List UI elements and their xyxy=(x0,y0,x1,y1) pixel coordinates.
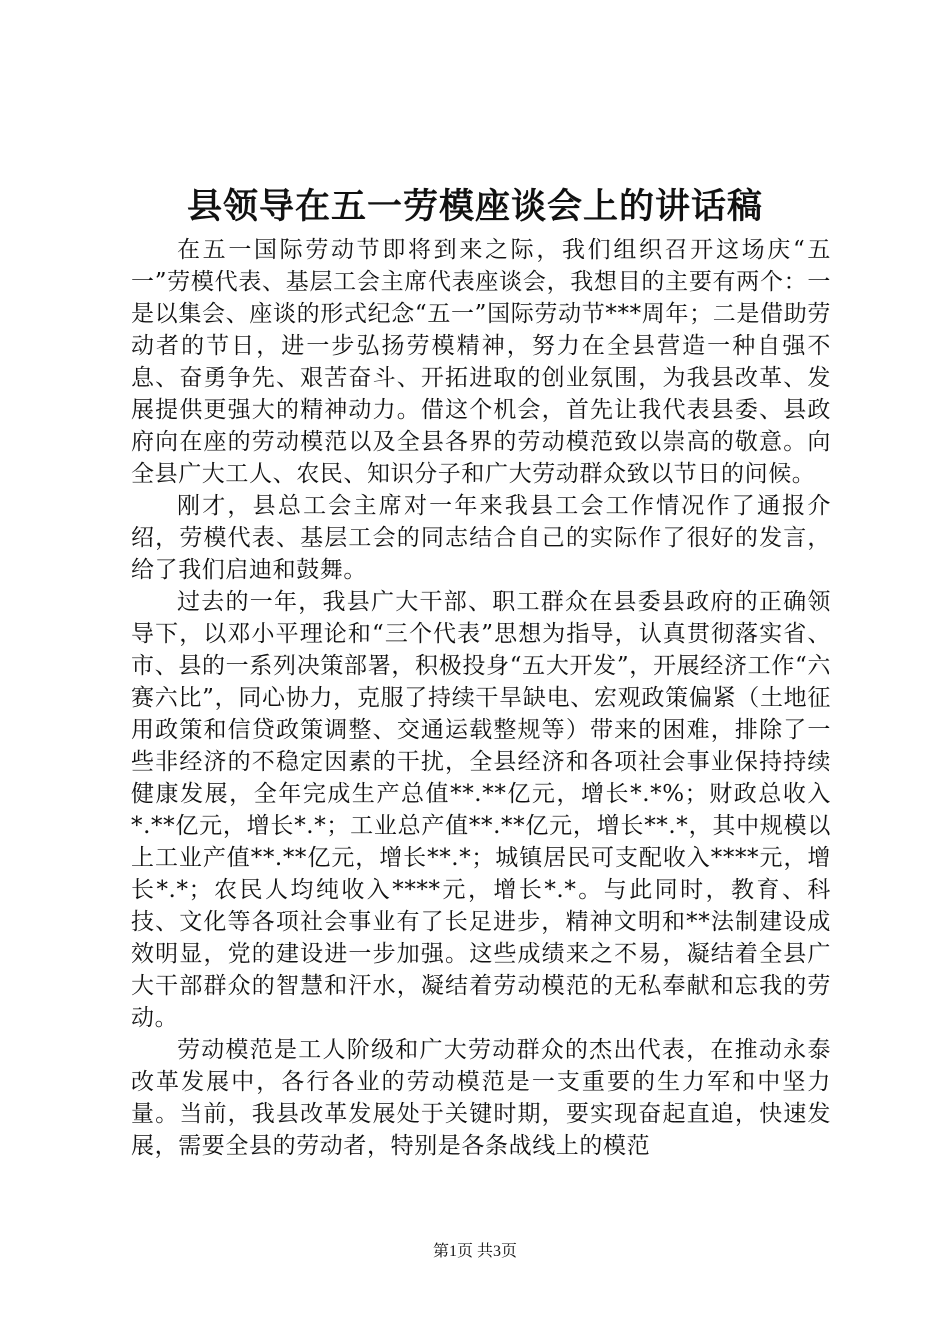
paragraph-model-workers: 劳动模范是工人阶级和广大劳动群众的杰出代表，在推动永泰改革发展中，各行各业的劳动模范是一支重要的生力军和中坚力量。当前，我县改革发展处于关键时期，要实现奋起直追，快速发展，需要全县的劳动者，特别是各条战线上的模范 xyxy=(131,1037,831,1159)
document-title: 县领导在五一劳模座谈会上的讲话稿 xyxy=(186,186,763,227)
document-body xyxy=(131,234,831,1162)
paragraph-achievements: 过去的一年，我县广大干部、职工群众在县委县政府的正确领导下，以邓小平理论和“三个代表”思想为指导，认真贯彻落实省、市、县的一系列决策部署，积极投身“五大开发”，开展经济工作“六赛六比”，同心协力，克服了持续干旱缺电、宏观政策偏紧（土地征用政策和信贷政策调整、交通运载整规等）带来的困难，排除了一些非经济的不稳定因素的干扰，全县经济和各项社会事业保持持续健康发展，全年完成生产总值**.**亿元，增长*.*%；财政总收入*.**亿元，增长*.*；工业总产值**.**亿元，增长**.*，其中规模以上工业产值**.**亿元，增长**.*；城镇居民可支配收入****元，增长*.*；农民人均纯收入****元，增长*.*。与此同时，教育、科技、文化等各项社会事业有了长足进步，精神文明和**法制建设成效明显，党的建设进一步加强。这些成绩来之不易，凝结着全县广大干部群众的智慧和汗水，凝结着劳动模范的无私奉献和忘我的劳动。 xyxy=(131,589,831,1031)
page-number-footer: 第1页 共3页 xyxy=(432,1243,517,1260)
paragraph-review: 刚才，县总工会主席对一年来我县工会工作情况作了通报介绍，劳模代表、基层工会的同志结合自己的实际作了很好的发言，给了我们启迪和鼓舞。 xyxy=(131,493,831,583)
paragraph-opening: 在五一国际劳动节即将到来之际，我们组织召开这场庆“五一”劳模代表、基层工会主席代表座谈会，我想目的主要有两个：一是以集会、座谈的形式纪念“五一”国际劳动节***周年；二是借助劳动者的节日，进一步弘扬劳模精神，努力在全县营造一种自强不息、奋勇争先、艰苦奋斗、开拓进取的创业氛围，为我县改革、发展提供更强大的精神动力。借这个机会，首先让我代表县委、县政府向在座的劳动模范以及全县各界的劳动模范致以崇高的敬意。向全县广大工人、农民、知识分子和广大劳动群众致以节日的问候。 xyxy=(131,237,831,487)
